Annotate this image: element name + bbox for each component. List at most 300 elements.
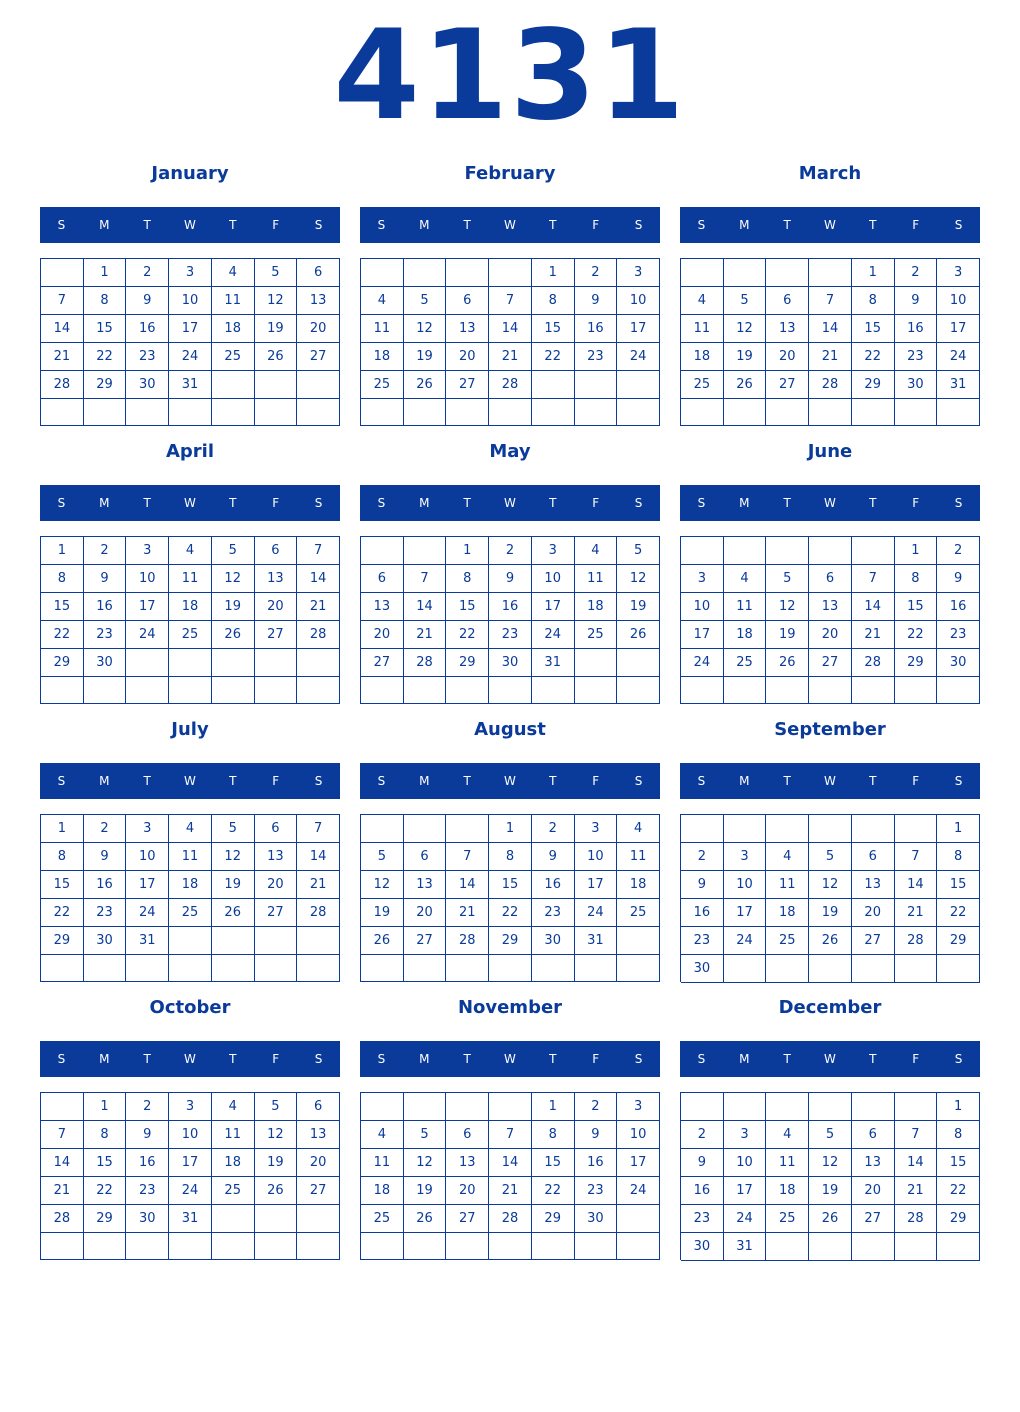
weekday-header: M [739,496,750,510]
weekday-header: S [697,774,706,788]
weekday-header-row [680,207,980,243]
empty-cell [297,1205,340,1233]
empty-cell [809,537,852,565]
empty-cell [575,955,618,982]
empty-cell [446,815,489,843]
day-cell: 24 [724,927,767,955]
day-cell: 4 [212,259,255,287]
weekday-header-row [40,485,340,521]
day-grid [360,814,660,982]
day-cell: 12 [404,1149,447,1177]
day-cell: 28 [895,1205,938,1233]
day-cell: 21 [297,593,340,621]
empty-cell [617,649,660,677]
day-cell: 28 [809,371,852,399]
day-cell: 16 [681,1177,724,1205]
weekday-header: M [419,1052,430,1066]
day-cell: 7 [489,287,532,315]
day-cell: 1 [41,537,84,565]
empty-cell [212,399,255,426]
empty-cell [724,537,767,565]
day-cell: 12 [809,871,852,899]
weekday-header: F [912,774,920,788]
day-cell: 29 [84,1205,127,1233]
day-cell: 10 [617,1121,660,1149]
day-cell: 13 [404,871,447,899]
day-cell: 15 [852,315,895,343]
day-cell: 15 [84,1149,127,1177]
empty-cell [126,955,169,982]
weekday-header: W [184,496,196,510]
empty-cell [489,1093,532,1121]
day-cell: 24 [169,1177,212,1205]
month-name: February [464,163,556,184]
day-cell: 27 [446,1205,489,1233]
day-cell: 9 [681,871,724,899]
day-cell: 21 [446,899,489,927]
day-cell: 6 [809,565,852,593]
weekday-header: M [99,774,110,788]
day-cell: 5 [255,259,298,287]
day-cell: 10 [937,287,980,315]
empty-cell [809,815,852,843]
empty-cell [575,399,618,426]
day-cell: 28 [297,899,340,927]
day-cell: 13 [446,315,489,343]
day-cell: 6 [446,1121,489,1149]
weekday-header: F [592,1052,600,1066]
day-cell: 4 [575,537,618,565]
day-cell: 19 [617,593,660,621]
day-cell: 10 [724,871,767,899]
day-cell: 31 [937,371,980,399]
day-cell: 11 [212,287,255,315]
day-cell: 2 [489,537,532,565]
day-cell: 23 [575,343,618,371]
empty-cell [297,927,340,955]
weekday-header: F [912,1052,920,1066]
day-cell: 16 [681,899,724,927]
empty-cell [575,1233,618,1260]
day-cell: 18 [681,343,724,371]
day-grid [680,814,980,982]
day-cell: 27 [297,343,340,371]
day-cell: 8 [895,565,938,593]
day-cell: 22 [895,621,938,649]
empty-cell [724,399,767,426]
weekday-header: F [272,774,280,788]
day-cell: 9 [84,843,127,871]
empty-cell [575,371,618,399]
day-cell: 27 [809,649,852,677]
day-cell: 26 [361,927,404,955]
empty-cell [617,1233,660,1260]
weekday-header: T [143,774,151,788]
day-cell: 24 [617,343,660,371]
day-cell: 9 [489,565,532,593]
day-cell: 29 [41,649,84,677]
weekday-header: F [592,774,600,788]
day-cell: 2 [126,259,169,287]
day-grid [40,1092,340,1260]
empty-cell [84,1233,127,1260]
weekday-header: F [912,496,920,510]
day-cell: 27 [404,927,447,955]
day-cell: 28 [852,649,895,677]
day-cell: 6 [297,259,340,287]
day-cell: 28 [41,1205,84,1233]
empty-cell [895,399,938,426]
day-grid [680,258,980,426]
day-grid [680,536,980,704]
day-cell: 3 [617,259,660,287]
day-cell: 15 [446,593,489,621]
empty-cell [766,1233,809,1261]
weekday-header: F [272,218,280,232]
weekday-header: S [954,774,963,788]
day-cell: 17 [169,315,212,343]
empty-cell [724,955,767,983]
day-cell: 29 [84,371,127,399]
empty-cell [212,1205,255,1233]
day-cell: 5 [809,843,852,871]
weekday-header: S [314,496,323,510]
day-cell: 9 [84,565,127,593]
day-cell: 29 [937,927,980,955]
weekday-header: M [739,218,750,232]
day-cell: 8 [41,843,84,871]
day-cell: 10 [126,565,169,593]
empty-cell [724,1093,767,1121]
empty-cell [404,537,447,565]
day-cell: 4 [169,537,212,565]
day-cell: 27 [297,1177,340,1205]
weekday-header: F [272,496,280,510]
day-cell: 14 [809,315,852,343]
month-name: September [774,719,886,740]
empty-cell [212,927,255,955]
weekday-header: S [377,774,386,788]
day-cell: 13 [297,287,340,315]
day-cell: 23 [937,621,980,649]
day-cell: 21 [895,899,938,927]
day-cell: 28 [297,621,340,649]
day-cell: 13 [446,1149,489,1177]
day-cell: 12 [404,315,447,343]
empty-cell [446,259,489,287]
day-cell: 26 [724,371,767,399]
day-cell: 21 [41,1177,84,1205]
empty-cell [617,399,660,426]
day-cell: 22 [84,1177,127,1205]
empty-cell [361,1093,404,1121]
day-cell: 11 [766,871,809,899]
day-cell: 16 [84,871,127,899]
day-cell: 1 [41,815,84,843]
weekday-header: T [463,218,471,232]
day-cell: 15 [532,315,575,343]
day-cell: 25 [212,1177,255,1205]
weekday-header: S [57,1052,66,1066]
day-cell: 2 [575,259,618,287]
day-cell: 8 [446,565,489,593]
weekday-header: T [783,1052,791,1066]
empty-cell [489,1233,532,1260]
day-cell: 29 [41,927,84,955]
day-cell: 27 [766,371,809,399]
day-cell: 1 [84,1093,127,1121]
day-cell: 10 [169,1121,212,1149]
day-cell: 7 [404,565,447,593]
day-cell: 18 [575,593,618,621]
weekday-header: T [143,218,151,232]
empty-cell [617,677,660,704]
month-name: January [151,163,229,184]
weekday-header: M [99,218,110,232]
empty-cell [724,259,767,287]
empty-cell [895,815,938,843]
empty-cell [297,955,340,982]
empty-cell [404,815,447,843]
weekday-header: S [954,1052,963,1066]
day-cell: 30 [532,927,575,955]
weekday-header: T [783,218,791,232]
day-cell: 17 [126,593,169,621]
day-cell: 11 [724,593,767,621]
day-cell: 22 [84,343,127,371]
empty-cell [895,1093,938,1121]
day-cell: 23 [126,343,169,371]
day-cell: 18 [361,343,404,371]
day-cell: 19 [724,343,767,371]
weekday-header: W [504,774,516,788]
day-cell: 28 [446,927,489,955]
weekday-header: M [419,218,430,232]
day-cell: 30 [84,649,127,677]
day-cell: 5 [212,815,255,843]
day-cell: 26 [404,1205,447,1233]
day-cell: 20 [852,1177,895,1205]
month-name: June [807,441,853,462]
day-cell: 18 [212,315,255,343]
day-cell: 8 [852,287,895,315]
weekday-header: W [504,218,516,232]
day-cell: 18 [766,899,809,927]
day-cell: 29 [937,1205,980,1233]
day-cell: 30 [895,371,938,399]
day-cell: 9 [575,287,618,315]
empty-cell [361,955,404,982]
day-cell: 5 [766,565,809,593]
empty-cell [681,1093,724,1121]
day-cell: 22 [532,1177,575,1205]
day-cell: 14 [404,593,447,621]
day-cell: 30 [84,927,127,955]
day-cell: 7 [41,287,84,315]
weekday-header: T [783,496,791,510]
weekday-header: T [549,496,557,510]
empty-cell [84,677,127,704]
day-cell: 25 [212,343,255,371]
day-cell: 8 [489,843,532,871]
day-cell: 2 [681,843,724,871]
day-cell: 22 [41,899,84,927]
weekday-header-row [40,207,340,243]
day-cell: 11 [169,843,212,871]
day-cell: 17 [724,899,767,927]
empty-cell [617,371,660,399]
day-cell: 11 [212,1121,255,1149]
day-cell: 23 [681,1205,724,1233]
empty-cell [404,399,447,426]
day-cell: 26 [766,649,809,677]
day-cell: 26 [212,899,255,927]
weekday-header: T [229,774,237,788]
weekday-header: M [739,1052,750,1066]
day-cell: 12 [617,565,660,593]
weekday-header: T [229,496,237,510]
day-cell: 3 [532,537,575,565]
month-name: October [149,997,231,1018]
day-cell: 22 [41,621,84,649]
day-cell: 9 [126,287,169,315]
day-cell: 5 [617,537,660,565]
day-cell: 20 [297,315,340,343]
day-cell: 8 [937,843,980,871]
day-cell: 12 [255,287,298,315]
weekday-header: S [954,496,963,510]
day-cell: 3 [169,259,212,287]
day-cell: 3 [681,565,724,593]
empty-cell [255,649,298,677]
day-cell: 12 [809,1149,852,1177]
empty-cell [895,677,938,704]
weekday-header: F [592,496,600,510]
day-cell: 9 [937,565,980,593]
day-cell: 20 [809,621,852,649]
weekday-header: S [377,1052,386,1066]
day-cell: 27 [852,927,895,955]
weekday-header: T [549,1052,557,1066]
day-cell: 16 [575,315,618,343]
day-cell: 16 [937,593,980,621]
weekday-header: S [377,218,386,232]
day-cell: 9 [126,1121,169,1149]
weekday-header: T [463,774,471,788]
day-cell: 1 [446,537,489,565]
day-cell: 14 [41,315,84,343]
day-cell: 9 [575,1121,618,1149]
empty-cell [852,399,895,426]
empty-cell [41,1093,84,1121]
day-cell: 29 [532,1205,575,1233]
day-cell: 24 [681,649,724,677]
day-cell: 16 [126,1149,169,1177]
day-cell: 21 [41,343,84,371]
day-grid [40,258,340,426]
empty-cell [724,677,767,704]
day-grid [680,1092,980,1260]
empty-cell [617,1205,660,1233]
weekday-header: M [739,774,750,788]
weekday-header: T [143,496,151,510]
day-cell: 17 [126,871,169,899]
day-cell: 22 [937,1177,980,1205]
day-cell: 14 [489,1149,532,1177]
day-cell: 30 [937,649,980,677]
empty-cell [681,537,724,565]
empty-cell [255,399,298,426]
day-cell: 24 [532,621,575,649]
day-cell: 20 [255,593,298,621]
day-cell: 14 [895,871,938,899]
day-cell: 6 [766,287,809,315]
empty-cell [852,955,895,983]
day-cell: 17 [617,315,660,343]
month-name: March [798,163,862,184]
weekday-header-row [360,763,660,799]
empty-cell [852,815,895,843]
day-cell: 24 [126,621,169,649]
weekday-header: W [184,1052,196,1066]
day-cell: 20 [361,621,404,649]
day-cell: 18 [169,593,212,621]
weekday-header: M [99,1052,110,1066]
day-cell: 23 [489,621,532,649]
day-cell: 7 [852,565,895,593]
day-cell: 12 [361,871,404,899]
empty-cell [84,955,127,982]
day-cell: 20 [297,1149,340,1177]
day-cell: 18 [617,871,660,899]
day-cell: 6 [446,287,489,315]
empty-cell [255,677,298,704]
day-cell: 26 [404,371,447,399]
weekday-header: T [229,1052,237,1066]
weekday-header: W [824,1052,836,1066]
day-cell: 21 [852,621,895,649]
weekday-header-row [360,1041,660,1077]
empty-cell [895,955,938,983]
day-cell: 25 [575,621,618,649]
empty-cell [126,1233,169,1260]
day-cell: 29 [852,371,895,399]
empty-cell [575,649,618,677]
day-cell: 21 [489,1177,532,1205]
empty-cell [446,955,489,982]
empty-cell [361,1233,404,1260]
day-cell: 16 [575,1149,618,1177]
day-cell: 21 [809,343,852,371]
day-cell: 25 [766,1205,809,1233]
day-cell: 3 [724,1121,767,1149]
month-name: April [165,441,215,462]
empty-cell [446,399,489,426]
empty-cell [852,1233,895,1261]
empty-cell [617,927,660,955]
day-cell: 27 [255,621,298,649]
day-cell: 20 [255,871,298,899]
day-cell: 7 [446,843,489,871]
day-cell: 26 [212,621,255,649]
weekday-header: T [869,1052,877,1066]
day-cell: 15 [489,871,532,899]
day-cell: 4 [681,287,724,315]
day-cell: 30 [681,955,724,983]
day-cell: 21 [404,621,447,649]
empty-cell [404,1233,447,1260]
day-cell: 28 [41,371,84,399]
